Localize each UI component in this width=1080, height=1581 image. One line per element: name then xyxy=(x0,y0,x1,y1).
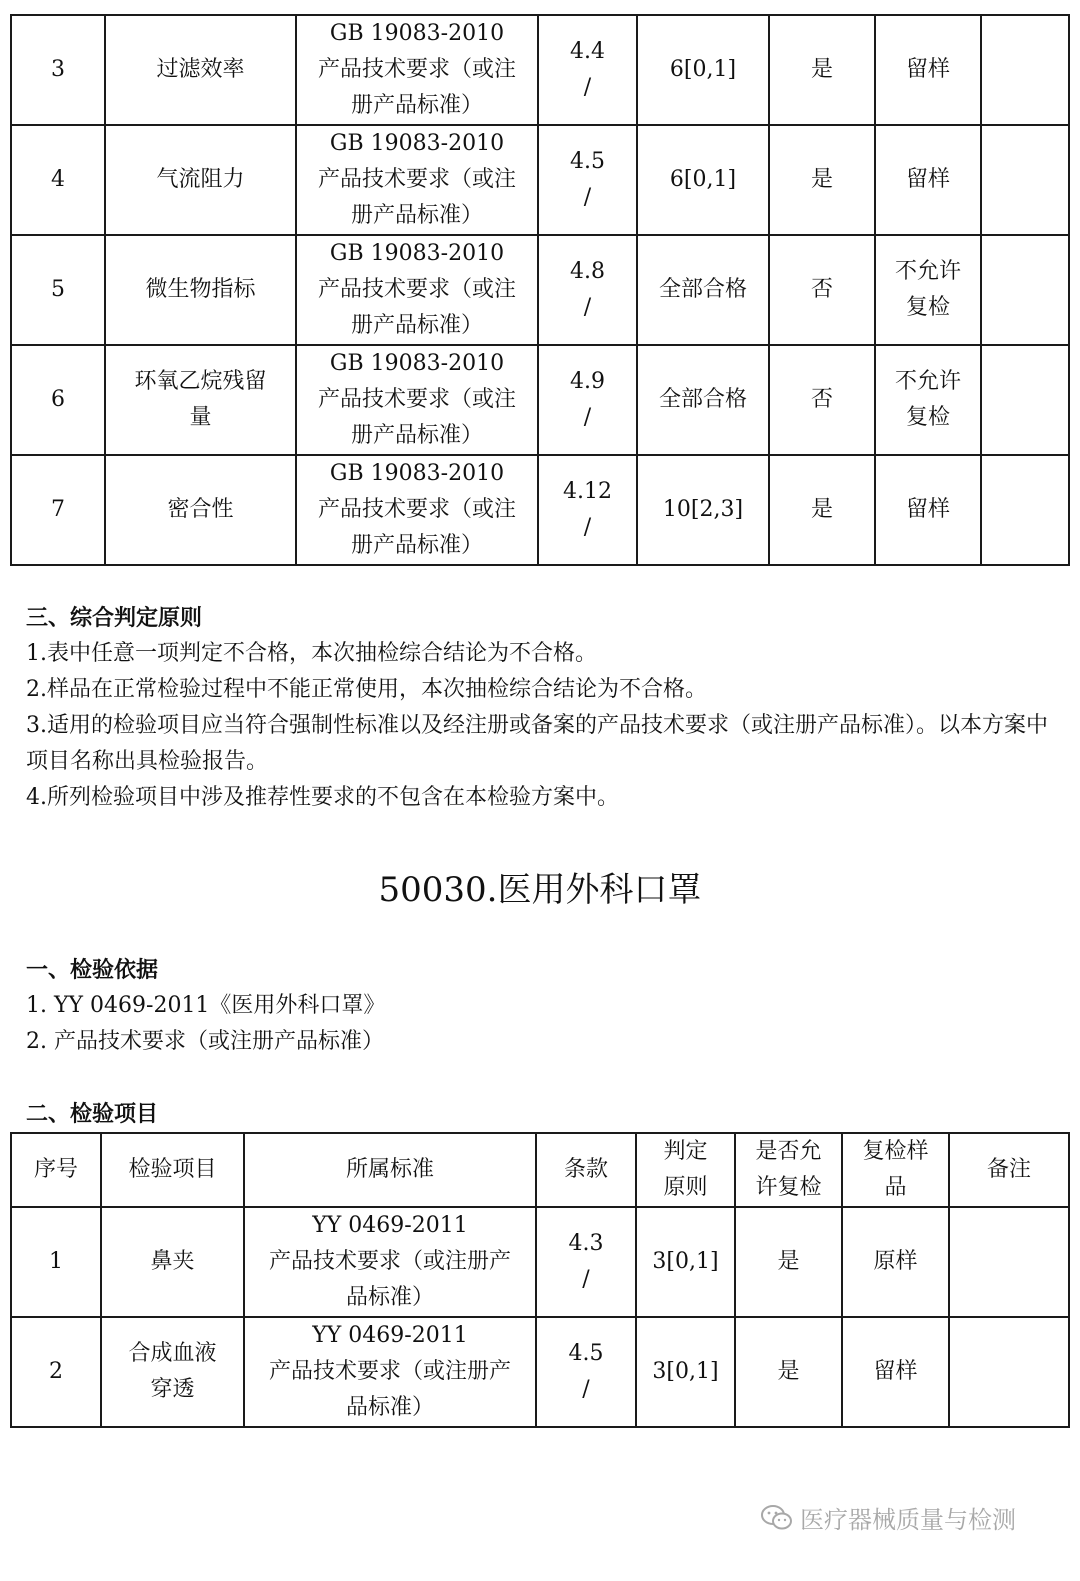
retest-sample: 留样 xyxy=(875,125,981,235)
standard-code: GB 19083-2010 xyxy=(329,461,505,486)
header-rule xyxy=(636,1133,735,1207)
principle-item: 4.所列检验项目中涉及推荐性要求的不包含在本检验方案中。 xyxy=(26,785,619,810)
standard-code: GB 19083-2010 xyxy=(329,21,505,46)
standard-cell xyxy=(244,1207,536,1317)
basis-item: 2. 产品技术要求（或注册产品标准） xyxy=(26,1029,384,1054)
clause-cell xyxy=(538,345,637,455)
standard-cell xyxy=(296,15,538,125)
judgment-rule: 全部合格 xyxy=(637,235,769,345)
watermark xyxy=(760,1500,1016,1535)
table-row xyxy=(11,1207,1069,1317)
header-clause: 条款 xyxy=(536,1133,636,1207)
row-number: 3 xyxy=(11,15,105,125)
header-retest-line: 许复检 xyxy=(755,1175,822,1200)
judgment-rule: 6[0,1] xyxy=(637,15,769,125)
standard-cell xyxy=(296,125,538,235)
document-title: 50030.医用外科口罩 xyxy=(378,870,702,910)
basis-item: 1. YY 0469-2011《医用外科口罩》 xyxy=(26,993,386,1018)
section-heading: 二、检验项目 xyxy=(26,1101,159,1127)
standard-line: 册产品标准） xyxy=(350,93,483,118)
inspection-items-table xyxy=(10,1132,1070,1428)
standard-code: GB 19083-2010 xyxy=(329,241,505,266)
standard-cell xyxy=(296,235,538,345)
clause-slash: / xyxy=(583,75,592,100)
clause-cell xyxy=(538,125,637,235)
standard-line: 产品技术要求（或注 xyxy=(317,387,516,412)
retest-allowed: 是 xyxy=(735,1207,842,1317)
clause-slash: / xyxy=(583,185,592,210)
retest-sample xyxy=(875,235,981,345)
standard-line: 册产品标准） xyxy=(350,423,483,448)
retest-sample xyxy=(875,345,981,455)
row-number: 4 xyxy=(11,125,105,235)
retest-sample-line: 复检 xyxy=(905,295,950,320)
row-number: 5 xyxy=(11,235,105,345)
inspection-item-line: 穿透 xyxy=(150,1377,195,1402)
clause-value: 4.4 xyxy=(570,39,605,64)
table-row xyxy=(11,15,1069,125)
row-number: 2 xyxy=(11,1317,101,1427)
standard-code: YY 0469-2011 xyxy=(312,1213,468,1238)
section-heading: 三、综合判定原则 xyxy=(26,605,203,631)
clause-slash: / xyxy=(583,515,592,540)
table-row xyxy=(11,1317,1069,1427)
retest-sample-line: 不允许 xyxy=(894,369,961,394)
remarks xyxy=(981,235,1069,345)
standard-cell xyxy=(296,455,538,565)
standard-line: 产品技术要求（或注 xyxy=(317,167,516,192)
principle-item: 2.样品在正常检验过程中不能正常使用，本次抽检综合结论为不合格。 xyxy=(26,677,707,702)
inspection-item xyxy=(101,1317,244,1427)
retest-allowed: 是 xyxy=(769,455,875,565)
retest-sample: 原样 xyxy=(842,1207,949,1317)
standard-line: 册产品标准） xyxy=(350,203,483,228)
clause-slash: / xyxy=(582,1377,590,1402)
inspection-item-line: 合成血液 xyxy=(128,1341,217,1366)
clause-value: 4.5 xyxy=(568,1341,604,1366)
header-sample xyxy=(842,1133,949,1207)
retest-allowed: 是 xyxy=(769,15,875,125)
standard-code: GB 19083-2010 xyxy=(329,131,505,156)
clause-cell xyxy=(538,455,637,565)
standard-line: 品标准） xyxy=(345,1395,434,1420)
table-row xyxy=(11,345,1069,455)
wechat-icon xyxy=(760,1504,794,1532)
clause-value: 4.3 xyxy=(568,1231,604,1256)
inspection-item xyxy=(105,345,296,455)
inspection-item: 过滤效率 xyxy=(105,15,296,125)
retest-sample: 留样 xyxy=(875,15,981,125)
watermark-text: 医疗器械质量与检测 xyxy=(800,1506,1016,1534)
standard-cell xyxy=(244,1317,536,1427)
clause-cell xyxy=(536,1207,636,1317)
standard-line: 产品技术要求（或注册产 xyxy=(268,1249,511,1274)
principle-item: 1.表中任意一项判定不合格，本次抽检综合结论为不合格。 xyxy=(26,641,597,666)
row-number: 6 xyxy=(11,345,105,455)
inspection-item: 鼻夹 xyxy=(101,1207,244,1317)
judgment-rule: 6[0,1] xyxy=(637,125,769,235)
clause-value: 4.12 xyxy=(563,479,612,504)
table-row xyxy=(11,235,1069,345)
clause-slash: / xyxy=(583,405,592,430)
table-row xyxy=(11,125,1069,235)
standard-code: YY 0469-2011 xyxy=(312,1323,468,1348)
retest-allowed: 否 xyxy=(769,235,875,345)
remarks xyxy=(949,1207,1069,1317)
retest-allowed: 是 xyxy=(769,125,875,235)
clause-cell xyxy=(536,1317,636,1427)
inspection-table-continued xyxy=(10,14,1070,566)
header-remarks: 备注 xyxy=(949,1133,1069,1207)
clause-value: 4.5 xyxy=(570,149,605,174)
clause-slash: / xyxy=(583,295,592,320)
inspection-basis-section xyxy=(26,952,1066,1060)
header-number: 序号 xyxy=(11,1133,101,1207)
judgment-rule: 3[0,1] xyxy=(636,1207,735,1317)
remarks xyxy=(981,345,1069,455)
remarks xyxy=(949,1317,1069,1427)
standard-line: 册产品标准） xyxy=(350,313,483,338)
standard-line: 册产品标准） xyxy=(350,533,483,558)
retest-allowed: 否 xyxy=(769,345,875,455)
retest-sample-line: 复检 xyxy=(905,405,950,430)
retest-sample: 留样 xyxy=(875,455,981,565)
standard-line: 品标准） xyxy=(345,1285,434,1310)
header-item: 检验项目 xyxy=(101,1133,244,1207)
inspection-item: 气流阻力 xyxy=(105,125,296,235)
table-header-row xyxy=(11,1133,1069,1207)
header-sample-line: 复检样 xyxy=(862,1139,929,1164)
judgment-principles-section xyxy=(26,600,1066,816)
principle-item: 3.适用的检验项目应当符合强制性标准以及经注册或备案的产品技术要求（或注册产品标准）。以本方案中项目名称出具检验报告。 xyxy=(26,713,1048,774)
inspection-item-line: 量 xyxy=(189,405,212,430)
header-standard: 所属标准 xyxy=(244,1133,536,1207)
standard-line: 产品技术要求（或注 xyxy=(317,497,516,522)
header-sample-line: 品 xyxy=(884,1175,907,1200)
header-rule-line: 原则 xyxy=(663,1175,708,1200)
row-number: 1 xyxy=(11,1207,101,1317)
header-rule-line: 判定 xyxy=(663,1139,708,1164)
header-retest xyxy=(735,1133,842,1207)
clause-slash: / xyxy=(582,1267,590,1292)
retest-sample: 留样 xyxy=(842,1317,949,1427)
standard-code: GB 19083-2010 xyxy=(329,351,505,376)
retest-allowed: 是 xyxy=(735,1317,842,1427)
row-number: 7 xyxy=(11,455,105,565)
standard-cell xyxy=(296,345,538,455)
judgment-rule: 全部合格 xyxy=(637,345,769,455)
standard-line: 产品技术要求（或注 xyxy=(317,277,516,302)
inspection-item-line: 环氧乙烷残留 xyxy=(134,369,267,394)
judgment-rule: 3[0,1] xyxy=(636,1317,735,1427)
standard-line: 产品技术要求（或注册产 xyxy=(268,1359,511,1384)
table-row xyxy=(11,455,1069,565)
standard-line: 产品技术要求（或注 xyxy=(317,57,516,82)
clause-cell xyxy=(538,15,637,125)
clause-value: 4.8 xyxy=(570,259,605,284)
inspection-item: 密合性 xyxy=(105,455,296,565)
clause-value: 4.9 xyxy=(570,369,605,394)
inspection-item: 微生物指标 xyxy=(105,235,296,345)
section-heading: 一、检验依据 xyxy=(26,957,159,983)
header-retest-line: 是否允 xyxy=(755,1139,822,1164)
remarks xyxy=(981,125,1069,235)
retest-sample-line: 不允许 xyxy=(894,259,961,284)
remarks xyxy=(981,15,1069,125)
judgment-rule: 10[2,3] xyxy=(637,455,769,565)
clause-cell xyxy=(538,235,637,345)
remarks xyxy=(981,455,1069,565)
